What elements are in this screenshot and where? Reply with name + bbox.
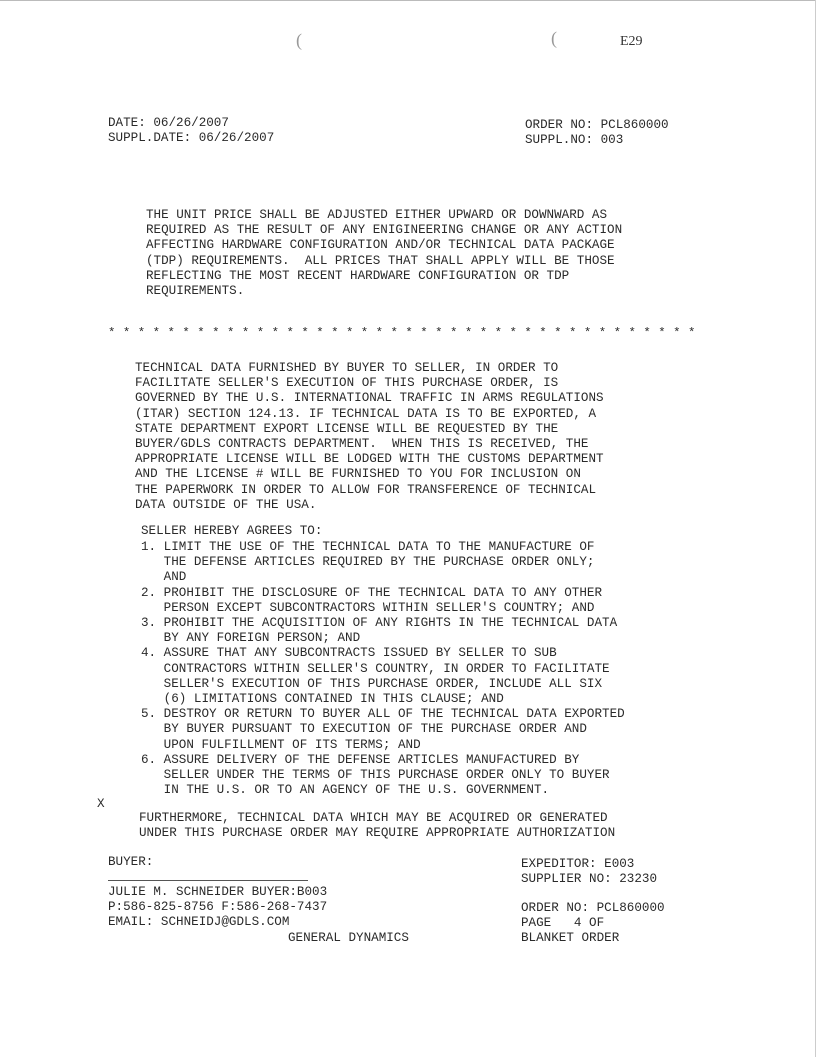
agreement-item: 1. LIMIT THE USE OF THE TECHNICAL DATA TO THE MANUFACTURE OF THE DEFENSE ARTICLES REQUIRED BY THE PURCHASE ORDER ONLY; AND — [141, 540, 595, 585]
clause-separator: * * * * * * * * * * * * * * * * * * * * * * * * * * * * * * * * * * * * * * * * — [108, 326, 696, 340]
footer-order-no: ORDER NO: PCL860000 — [521, 901, 665, 915]
clause-line: AND THE LICENSE # WILL BE FURNISHED TO YOU FOR INCLUSION ON — [135, 467, 581, 482]
page-top-border — [0, 0, 816, 1]
header-suppl-date: SUPPL.DATE: 06/26/2007 — [108, 131, 275, 145]
clause-line: BUYER/GDLS CONTRACTS DEPARTMENT. WHEN THIS IS RECEIVED, THE — [135, 437, 589, 452]
furthermore-clause — [139, 811, 615, 841]
clause-line: STATE DEPARTMENT EXPORT LICENSE WILL BE REQUESTED BY THE — [135, 421, 559, 436]
clause-line: DATA OUTSIDE OF THE USA. — [135, 497, 317, 512]
agreement-item: 4. ASSURE THAT ANY SUBCONTRACTS ISSUED BY SELLER TO SUB CONTRACTORS WITHIN SELLER'S COUNTRY, IN ORDER TO FACILITATE SELLER'S EXECUTION OF THIS PURCHASE ORDER, INCLUDE ALL SIX (6) LIMITATIONS CONTAINED IN THIS CLAUSE; AND — [141, 646, 610, 707]
unit-price-clause — [146, 208, 622, 299]
clause-line: TECHNICAL DATA FURNISHED BY BUYER TO SELLER, IN ORDER TO — [135, 361, 559, 375]
agreement-item: 3. PROHIBIT THE ACQUISITION OF ANY RIGHTS IN THE TECHNICAL DATA BY ANY FOREIGN PERSON; AND — [141, 616, 618, 646]
agreement-item: 2. PROHIBIT THE DISCLOSURE OF THE TECHNICAL DATA TO ANY OTHER PERSON EXCEPT SUBCONTRACTORS WITHIN SELLER'S COUNTRY; AND — [141, 585, 603, 615]
clause-line: FACILITATE SELLER'S EXECUTION OF THIS PURCHASE ORDER, IS — [135, 376, 559, 391]
company-name: GENERAL DYNAMICS — [288, 931, 409, 945]
page-number: PAGE 4 OF — [521, 916, 605, 930]
clause-line: APPROPRIATE LICENSE WILL BE LODGED WITH THE CUSTOMS DEPARTMENT — [135, 452, 604, 467]
signature-line — [108, 880, 308, 881]
technical-data-clause — [135, 361, 604, 513]
clause-line: FURTHERMORE, TECHNICAL DATA WHICH MAY BE ACQUIRED OR GENERATED — [139, 811, 608, 825]
buyer-label: BUYER: — [108, 855, 154, 869]
scan-mark: ( — [296, 30, 302, 50]
agreements-list — [141, 540, 625, 798]
header-date: DATE: 06/26/2007 — [108, 116, 229, 130]
clause-line: AFFECTING HARDWARE CONFIGURATION AND/OR TECHNICAL DATA PACKAGE — [146, 238, 615, 253]
buyer-phone: P:586-825-8756 F:586-268-7437 — [108, 900, 328, 914]
clause-line: (TDP) REQUIREMENTS. ALL PRICES THAT SHALL APPLY WILL BE THOSE — [146, 253, 615, 268]
margin-mark: X — [97, 797, 105, 811]
clause-line: REQUIREMENTS. — [146, 284, 245, 299]
header-suppl-no: SUPPL.NO: 003 — [525, 133, 624, 147]
clause-line: REFLECTING THE MOST RECENT HARDWARE CONFIGURATION OR TDP — [146, 268, 570, 283]
scan-mark: ( — [551, 28, 557, 48]
supplier-no: SUPPLIER NO: 23230 — [521, 872, 658, 886]
expeditor: EXPEDITOR: E003 — [521, 857, 635, 871]
agreement-item: 6. ASSURE DELIVERY OF THE DEFENSE ARTICLES MANUFACTURED BY SELLER UNDER THE TERMS OF THIS PURCHASE ORDER ONLY TO BUYER IN THE U.S. OR TO AN AGENCY OF THE U.S. GOVERNMENT. — [141, 752, 610, 798]
clause-line: REQUIRED AS THE RESULT OF ANY ENIGINEERING CHANGE OR ANY ACTION — [146, 223, 623, 238]
header-order-no: ORDER NO: PCL860000 — [525, 118, 669, 132]
agreements-intro: SELLER HEREBY AGREES TO: — [141, 524, 323, 538]
clause-line: THE PAPERWORK IN ORDER TO ALLOW FOR TRANSFERENCE OF TECHNICAL — [135, 482, 597, 497]
agreement-item: 5. DESTROY OR RETURN TO BUYER ALL OF THE TECHNICAL DATA EXPORTED BY BUYER PURSUANT TO EXECUTION OF THE PURCHASE ORDER AND UPON FULFILLMENT OF ITS TERMS; AND — [141, 707, 625, 752]
buyer-email: EMAIL: SCHNEIDJ@GDLS.COM — [108, 915, 290, 929]
clause-line: (ITAR) SECTION 124.13. IF TECHNICAL DATA IS TO BE EXPORTED, A — [135, 406, 597, 421]
buyer-name: JULIE M. SCHNEIDER BUYER:B003 — [108, 885, 328, 899]
clause-line: GOVERNED BY THE U.S. INTERNATIONAL TRAFFIC IN ARMS REGULATIONS — [135, 391, 604, 406]
clause-line: UNDER THIS PURCHASE ORDER MAY REQUIRE APPROPRIATE AUTHORIZATION — [139, 826, 616, 841]
order-type: BLANKET ORDER — [521, 931, 620, 945]
page-code: E29 — [620, 34, 643, 49]
clause-line: THE UNIT PRICE SHALL BE ADJUSTED EITHER UPWARD OR DOWNWARD AS — [146, 208, 608, 222]
